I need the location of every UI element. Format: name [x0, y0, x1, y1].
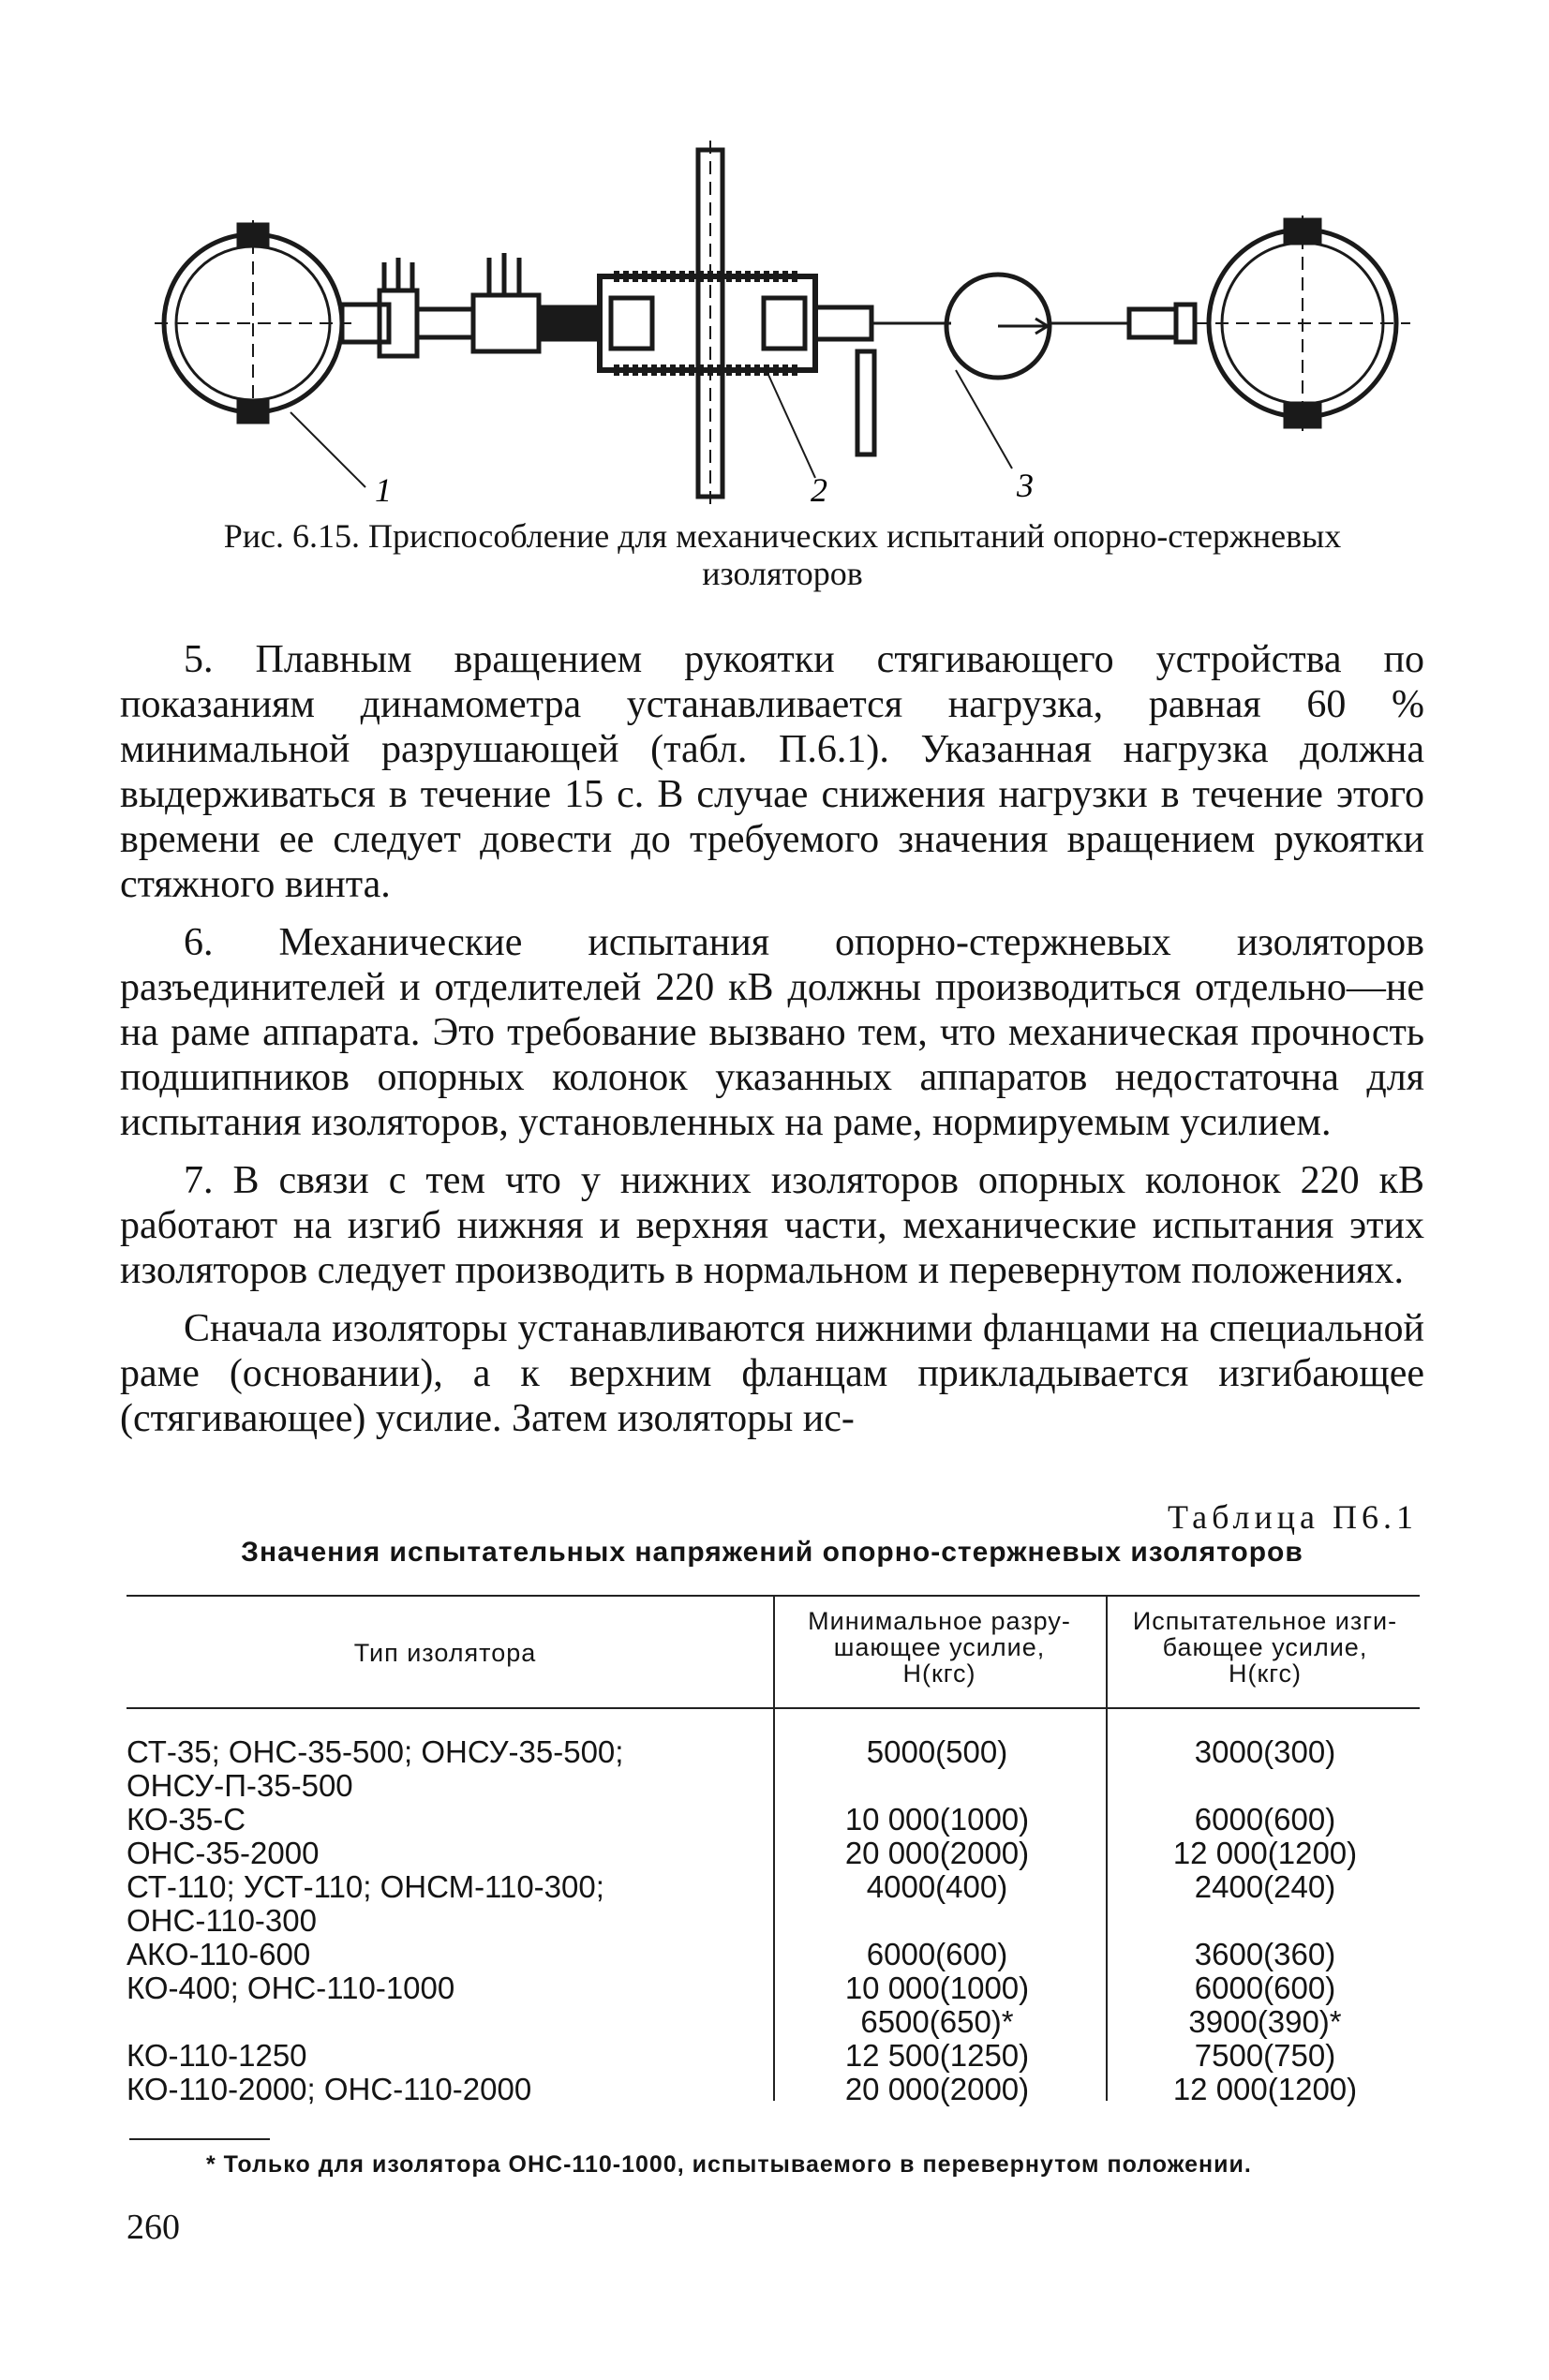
header-type: Тип изолятора — [353, 1639, 537, 1667]
table-row: СТ-35; ОНС-35-500; ОНСУ-35-500; 5000(500) 3000(300) — [127, 1734, 1336, 1769]
paragraph-5: 5. Плавным вращением рукоятки стягивающего устройства по показаниям динамометра устанавливается нагрузка, равная 60 % минимальной разрушающей (табл. П.6.1). Указанная нагрузка должна выдерживаться в течение 15 с. В случае снижения нагрузки в течение этого времени ее следует довести до требуемого значения вращением рукоятки стяжного винта. — [120, 638, 1424, 906]
header-min-breaking: Минимальное разру- шающее усилие, Н(кгс) — [808, 1607, 1071, 1688]
table-body — [127, 1735, 1420, 2106]
screw-housing — [600, 276, 815, 370]
paragraph-continuation: Сначала изоляторы устанавливаются нижними фланцами на специальной раме (основании), а к верхним фланцам прикладывается изгибающее (стягивающее) усилие. Затем изоляторы ис- — [120, 1307, 1424, 1440]
fixture-drawing — [150, 141, 1443, 506]
table-row: КО-110-1250 12 500(1250) 7500(750) — [127, 2038, 1336, 2073]
page-number: 260 — [127, 2208, 180, 2247]
table-row: КО-110-2000; ОНС-110-2000 20 000(2000) 12 000(1200) — [127, 2072, 1358, 2106]
body-text — [120, 637, 1424, 1454]
footnote-rule — [129, 2138, 270, 2140]
table-row: ОНСУ-П-35-500 — [127, 1768, 353, 1803]
table-row: ОНС-35-2000 20 000(2000) 12 000(1200) — [127, 1836, 1358, 1870]
table-row: КО-400; ОНС-110-1000 10 000(1000) 6000(600) — [127, 1971, 1336, 2005]
table-row: 6500(650)* 3900(390)* — [860, 2004, 1342, 2039]
paragraph-6: 6. Механические испытания опорно-стержневых изоляторов разъединителей и отделителей 220 кВ должны производиться отдельно—не на раме аппарата. Это требование вызвано тем, что механическая прочность подшипников опорных колонок указанных аппаратов недостаточна для испытания изоляторов, установленных на раме, нормируемым усилием. — [120, 921, 1424, 1144]
figure-caption: Рис. 6.15. Приспособление для механических испытаний опорно-стержневых изоляторов — [223, 517, 1342, 592]
label-3: 3 — [1017, 467, 1034, 504]
table-row: КО-35-С 10 000(1000) 6000(600) — [127, 1802, 1336, 1837]
table-row: ОНС-110-300 — [127, 1903, 317, 1938]
table-title: Значения испытательных напряжений опорно-стержневых изоляторов — [241, 1537, 1303, 1568]
table-row: АКО-110-600 6000(600) 3600(360) — [127, 1937, 1336, 1971]
paragraph-7: 7. В связи с тем что у нижних изоляторов опорных колонок 220 кВ работают на изгиб нижняя и верхняя части, механические испытания этих изоляторов следует производить в нормальном и перевернутом положениях. — [120, 1159, 1424, 1292]
tension-bar — [698, 150, 722, 497]
label-2: 2 — [811, 471, 827, 506]
insulator-table — [127, 1595, 1420, 2106]
table-row: СТ-110; УСТ-110; ОНСМ-110-300; 4000(400) 2400(240) — [127, 1869, 1336, 1904]
table-label: Таблица П6.1 — [1168, 1498, 1418, 1536]
header-test-bending: Испытательное изги- бающее усилие, Н(кгс) — [1132, 1607, 1398, 1688]
table-footnote: * Только для изолятора ОНС-110-1000, испытываемого в перевернутом положении. — [206, 2151, 1252, 2178]
label-1: 1 — [375, 471, 392, 506]
